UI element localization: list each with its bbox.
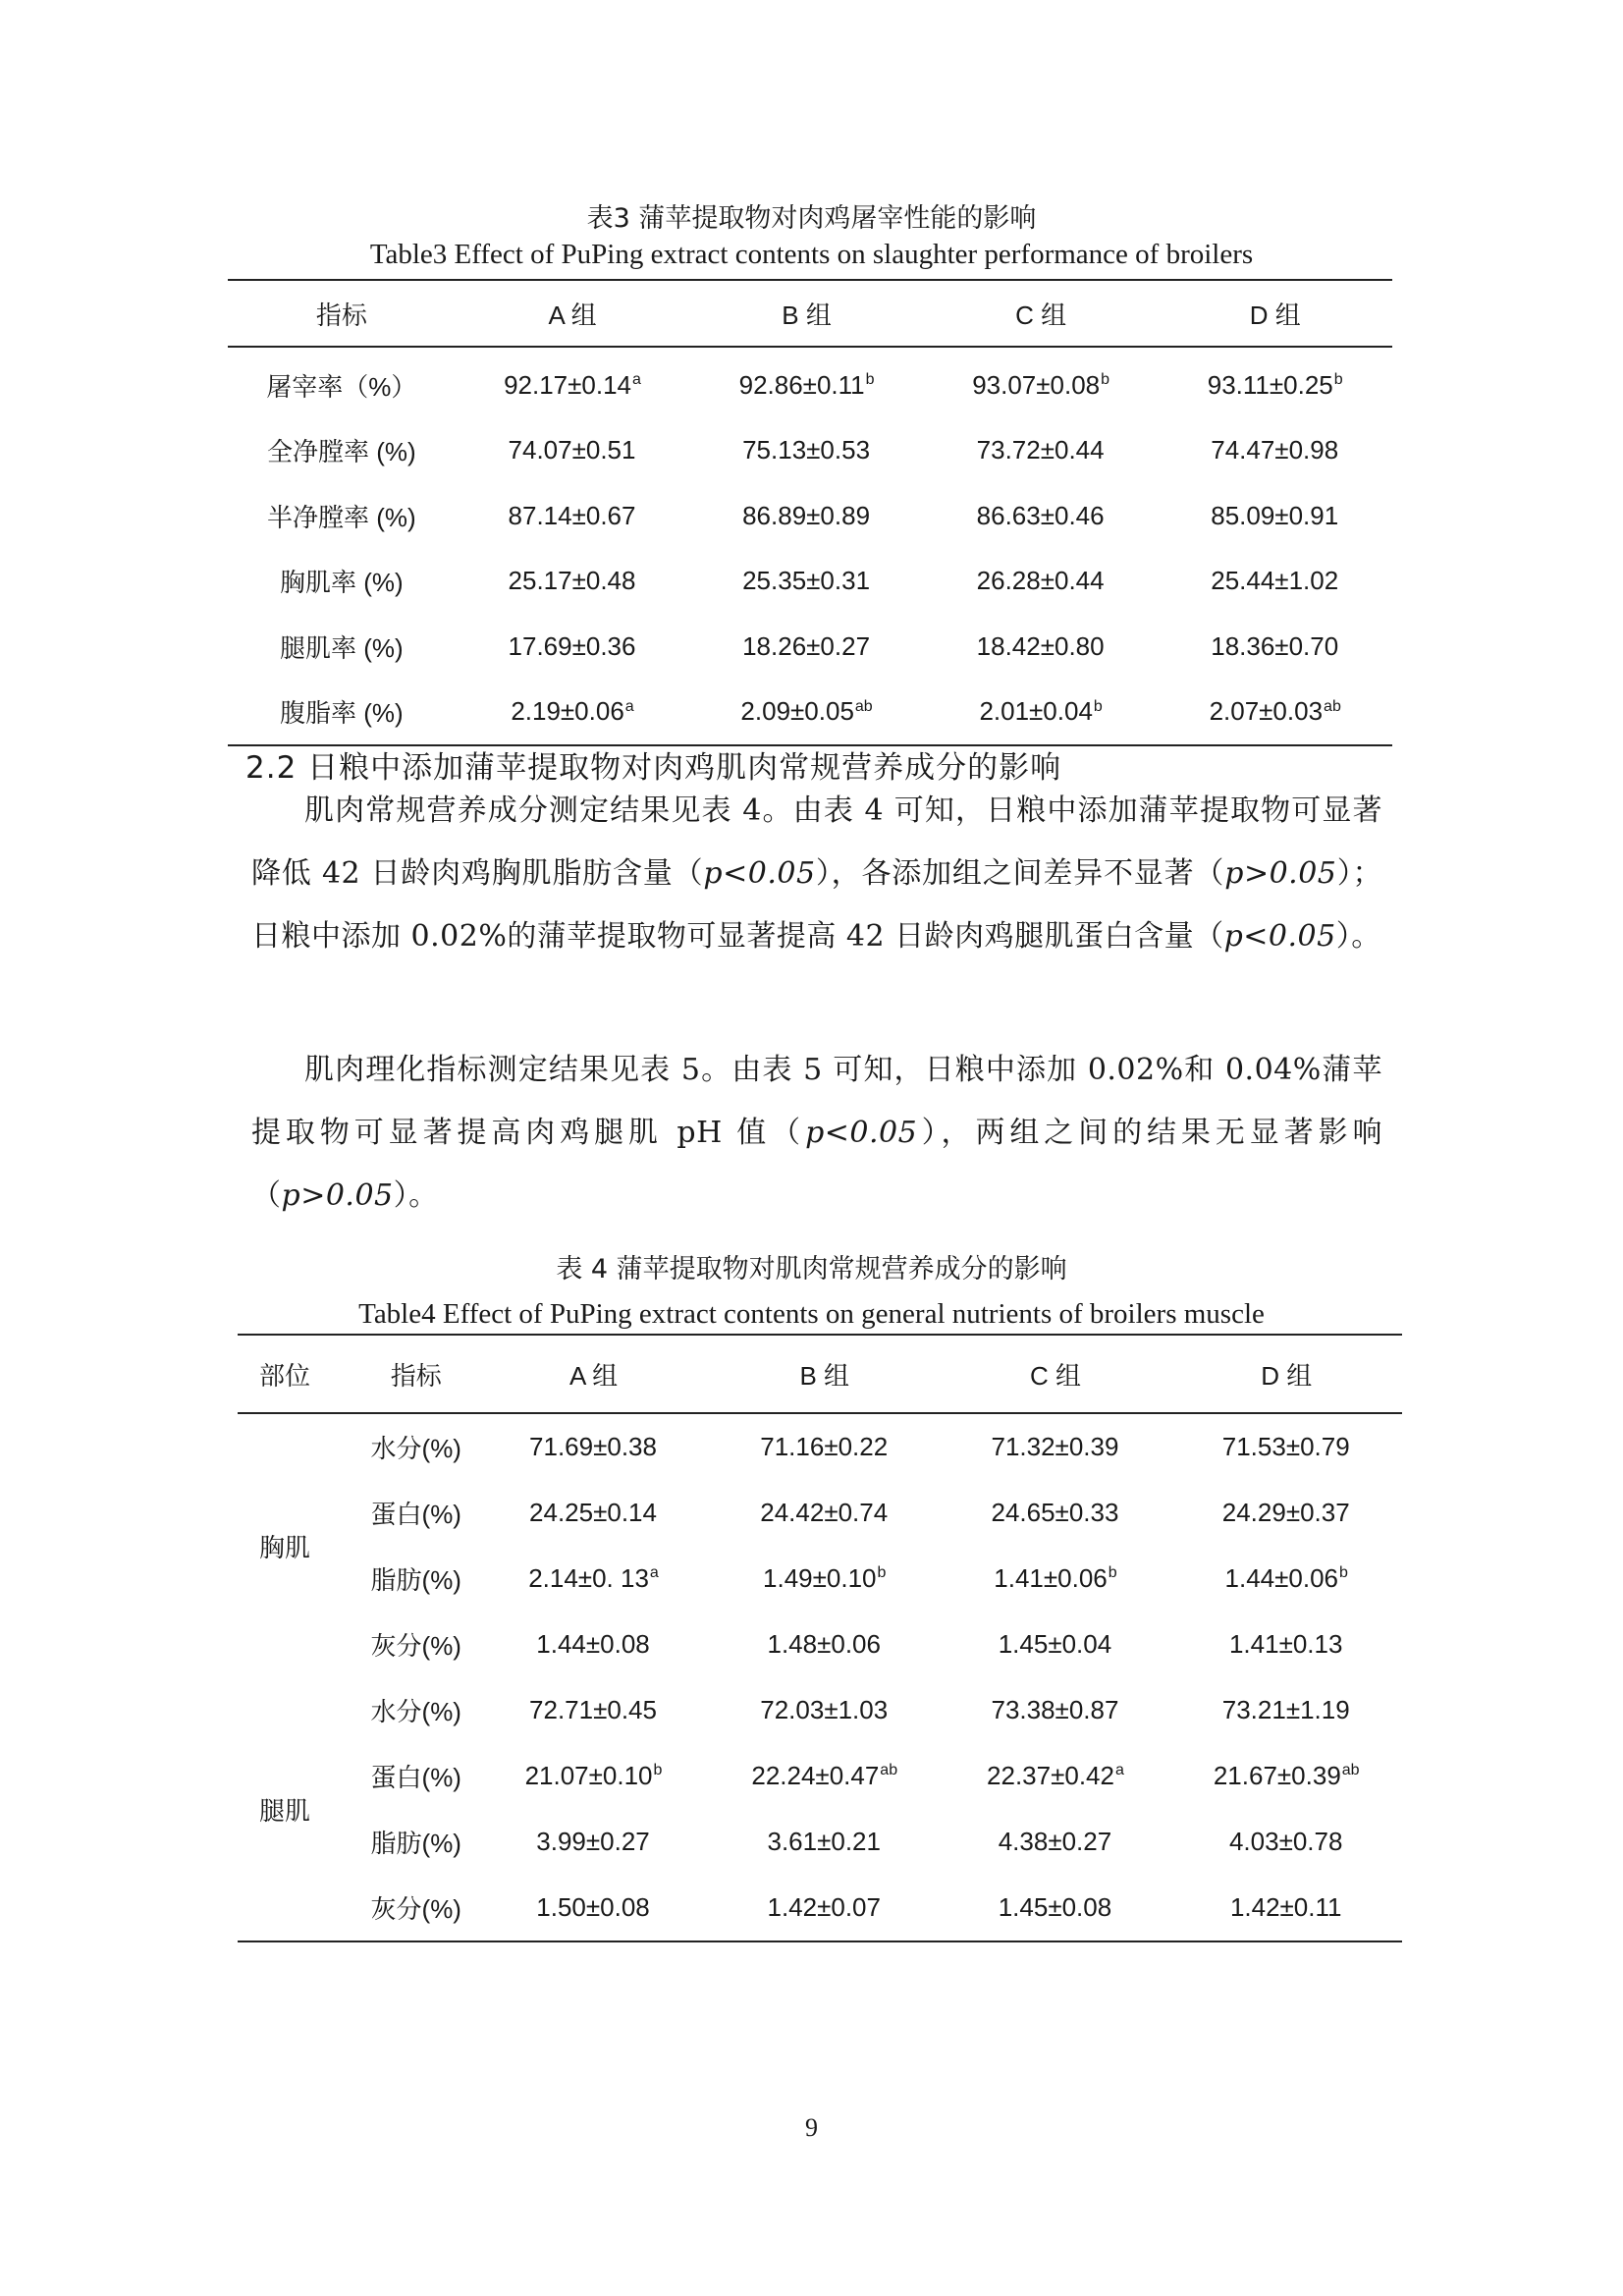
table-value-cell (1170, 1743, 1402, 1809)
table4-general-nutrients (238, 1334, 1402, 1942)
table3-header-cell: C 组 (924, 280, 1159, 347)
mean-sd-value: 71.32±0.39 (991, 1432, 1119, 1461)
page-number: 9 (805, 2113, 818, 2142)
table-value-cell (478, 1677, 709, 1743)
mean-sd-value: 93.11±0.25 (1207, 369, 1333, 400)
table-value-cell (478, 1413, 709, 1480)
mean-sd-value: 1.42±0.11 (1229, 1892, 1342, 1922)
row-label: 灰分(%) (370, 1894, 461, 1924)
mean-sd-value: 93.07±0.08 (972, 369, 1101, 400)
body-paragraph (251, 780, 1382, 968)
significance-superscript: b (1093, 697, 1103, 715)
mean-sd-value: 1.42±0.07 (767, 1892, 881, 1922)
table-value-cell (709, 1875, 941, 1941)
mean-sd-value: 1.45±0.08 (998, 1892, 1112, 1922)
paragraph-text: ）。 (1335, 919, 1381, 954)
mean-sd-value: 73.21±1.19 (1221, 1695, 1350, 1724)
mean-sd-value: 92.86±0.11 (738, 369, 865, 400)
table-value-cell (709, 1546, 941, 1612)
mean-sd-value: 1.44±0.08 (536, 1629, 650, 1659)
mean-sd-value: 4.03±0.78 (1228, 1827, 1343, 1856)
table-row (238, 1480, 1402, 1546)
paragraph-text: ），各添加组之间差异不显著（ (815, 856, 1225, 891)
table3-header-cell: B 组 (689, 280, 924, 347)
table-value-cell (1158, 614, 1392, 680)
body-part-label: 胸肌 (259, 1532, 311, 1562)
table-value-cell (924, 483, 1159, 549)
table3-header-row (228, 280, 1392, 347)
mean-sd-value: 25.35±0.31 (742, 566, 871, 596)
table-value-cell (924, 549, 1159, 615)
mean-sd-value: 72.71±0.45 (529, 1695, 657, 1724)
mean-sd-value: 86.89±0.89 (742, 500, 871, 530)
row-label: 腹脂率 (%) (280, 698, 404, 729)
row-label: 脂肪(%) (370, 1565, 461, 1595)
mean-sd-value: 24.65±0.33 (991, 1498, 1119, 1527)
table-value-cell (1158, 549, 1392, 615)
table-value-cell (1158, 680, 1392, 746)
p-value-italic: p>0.05 (281, 1178, 394, 1213)
paragraph-text: ），两组之间的结果无显著影响（ (251, 1116, 1382, 1213)
table-value-cell (456, 549, 690, 615)
table-value-cell (1170, 1413, 1402, 1480)
table4-header-row (238, 1335, 1402, 1413)
table-value-cell (1158, 347, 1392, 418)
mean-sd-value: 87.14±0.67 (508, 500, 636, 530)
table-value-cell (709, 1612, 941, 1677)
significance-superscript: a (632, 371, 641, 389)
mean-sd-value: 24.25±0.14 (529, 1498, 657, 1527)
row-label: 蛋白(%) (370, 1500, 461, 1529)
mean-sd-value: 2.01±0.04 (979, 696, 1093, 727)
table-row (238, 1809, 1402, 1875)
table-value-cell (456, 614, 690, 680)
table4-header-cell: C 组 (940, 1335, 1170, 1413)
table3-slaughter-performance (228, 279, 1392, 746)
p-value-italic: p<0.05 (805, 1116, 918, 1150)
table-value-cell (1170, 1480, 1402, 1546)
mean-sd-value: 2.07±0.03 (1209, 696, 1324, 727)
mean-sd-value: 74.47±0.98 (1211, 435, 1339, 465)
table-value-cell (1170, 1875, 1402, 1941)
table-value-cell (689, 549, 924, 615)
table4-header-cell: D 组 (1170, 1335, 1402, 1413)
table-row (238, 1612, 1402, 1677)
table-value-cell (456, 347, 690, 418)
table-value-cell (689, 680, 924, 746)
mean-sd-value: 26.28±0.44 (976, 566, 1105, 596)
mean-sd-value: 17.69±0.36 (508, 630, 636, 661)
table3-caption-cn: 表3 蒲苹提取物对肉鸡屠宰性能的影响 (586, 203, 1037, 234)
table-value-cell (709, 1480, 941, 1546)
mean-sd-value: 3.99±0.27 (536, 1827, 650, 1856)
table3-caption-en: Table3 Effect of PuPing extract contents on slaughter performance of broilers (369, 239, 1254, 270)
table3-header-cell: 指标 (228, 280, 456, 347)
table-value-cell (924, 347, 1159, 418)
table3-header-cell: D 组 (1158, 280, 1392, 347)
table-value-cell (689, 614, 924, 680)
table-row (238, 1875, 1402, 1941)
row-label: 全净膛率 (%) (267, 437, 416, 467)
body-paragraph (251, 1039, 1382, 1228)
significance-superscript: ab (1341, 1762, 1360, 1779)
table-value-cell (924, 614, 1159, 680)
mean-sd-value: 73.38±0.87 (991, 1695, 1119, 1724)
mean-sd-value: 22.37±0.42 (987, 1761, 1114, 1790)
significance-superscript: ab (880, 1762, 898, 1779)
mean-sd-value: 2.09±0.05 (740, 696, 854, 727)
table-value-cell (940, 1413, 1170, 1480)
section-heading: 2.2 日粮中添加蒲苹提取物对肉鸡肌肉常规营养成分的影响 (245, 750, 1062, 786)
table4-caption-cn: 表 4 蒲苹提取物对肌肉常规营养成分的影响 (556, 1254, 1067, 1285)
table-value-cell (1170, 1809, 1402, 1875)
table-value-cell (689, 418, 924, 484)
table-value-cell (1158, 418, 1392, 484)
significance-superscript: b (653, 1762, 663, 1779)
mean-sd-value: 1.50±0.08 (536, 1892, 650, 1922)
mean-sd-value: 18.42±0.80 (976, 630, 1105, 661)
table-value-cell (478, 1546, 709, 1612)
table-value-cell (709, 1413, 941, 1480)
table-row (228, 347, 1392, 418)
row-label: 脂肪(%) (370, 1829, 461, 1858)
table-value-cell (940, 1546, 1170, 1612)
table-row (238, 1677, 1402, 1743)
mean-sd-value: 92.17±0.14 (504, 369, 632, 400)
row-label: 半净膛率 (%) (267, 502, 416, 532)
table-row (238, 1743, 1402, 1809)
table-value-cell (478, 1612, 709, 1677)
table-row (228, 680, 1392, 746)
table-value-cell (940, 1875, 1170, 1941)
mean-sd-value: 75.13±0.53 (742, 435, 871, 465)
table4-header-cell: B 组 (709, 1335, 941, 1413)
table-value-cell (478, 1809, 709, 1875)
mean-sd-value: 22.24±0.47 (751, 1761, 880, 1790)
paragraph-text: ）。 (393, 1178, 439, 1213)
table-value-cell (456, 483, 690, 549)
mean-sd-value: 3.61±0.21 (767, 1827, 881, 1856)
mean-sd-value: 74.07±0.51 (508, 435, 636, 465)
mean-sd-value: 1.48±0.06 (767, 1629, 881, 1659)
p-value-italic: p>0.05 (1224, 856, 1337, 891)
significance-superscript: b (1108, 1564, 1117, 1582)
mean-sd-value: 21.67±0.39 (1213, 1761, 1341, 1790)
table3-header-cell: A 组 (456, 280, 690, 347)
row-label: 蛋白(%) (370, 1763, 461, 1792)
body-part-label: 腿肌 (259, 1795, 311, 1826)
mean-sd-value: 1.45±0.04 (998, 1629, 1112, 1659)
mean-sd-value: 25.17±0.48 (508, 566, 636, 596)
row-label: 灰分(%) (370, 1631, 461, 1661)
table-value-cell (1170, 1612, 1402, 1677)
table-value-cell (709, 1677, 941, 1743)
significance-superscript: ab (1324, 697, 1341, 715)
p-value-italic: p<0.05 (703, 856, 816, 891)
significance-superscript: b (877, 1564, 887, 1582)
table-row (228, 483, 1392, 549)
significance-superscript: a (624, 697, 634, 715)
significance-superscript: b (1333, 371, 1343, 389)
p-value-italic: p<0.05 (1223, 919, 1336, 954)
table4-caption-en: Table4 Effect of PuPing extract contents on general nutrients of broilers muscle (358, 1298, 1265, 1330)
mean-sd-value: 4.38±0.27 (998, 1827, 1112, 1856)
table4-header-cell: A 组 (478, 1335, 709, 1413)
mean-sd-value: 71.53±0.79 (1221, 1432, 1350, 1461)
row-label: 屠宰率（%） (266, 371, 417, 402)
mean-sd-value: 24.29±0.37 (1221, 1498, 1350, 1527)
table-row (238, 1413, 1402, 1480)
table-value-cell (1170, 1677, 1402, 1743)
table-value-cell (689, 347, 924, 418)
table-value-cell (456, 418, 690, 484)
table-row (228, 549, 1392, 615)
mean-sd-value: 72.03±1.03 (760, 1695, 889, 1724)
mean-sd-value: 18.26±0.27 (742, 630, 871, 661)
table-value-cell (940, 1677, 1170, 1743)
significance-superscript: b (1339, 1564, 1348, 1582)
mean-sd-value: 1.41±0.13 (1228, 1629, 1343, 1659)
paragraph-text: 肌肉理化指标测定结果见表 5。由表 5 可知，日粮中添加 0.02%和 0.04%蒲苹提取物可显著提高肉鸡腿肌 pH 值（ (251, 1053, 1382, 1150)
table-value-cell (478, 1480, 709, 1546)
paragraph-text: ）；日粮中添加 0.02%的蒲苹提取物可显著提高 42 日龄肉鸡腿肌蛋白含量（ (251, 856, 1383, 954)
mean-sd-value: 24.42±0.74 (760, 1498, 889, 1527)
row-label: 胸肌率 (%) (280, 568, 404, 598)
mean-sd-value: 18.36±0.70 (1211, 630, 1339, 661)
table4-header-cell: 指标 (353, 1335, 478, 1413)
row-label: 水分(%) (370, 1697, 461, 1726)
table-value-cell (940, 1743, 1170, 1809)
significance-superscript: b (865, 371, 875, 389)
table-value-cell (1158, 483, 1392, 549)
table-value-cell (456, 680, 690, 746)
significance-superscript: ab (854, 697, 873, 715)
table3-body (228, 347, 1392, 745)
table-value-cell (709, 1743, 941, 1809)
paragraph-text: 肌肉常规营养成分测定结果见表 4。由表 4 可知，日粮中添加蒲苹提取物可显著降低 42 日龄肉鸡胸肌脂肪含量（ (251, 793, 1382, 891)
table-value-cell (478, 1875, 709, 1941)
table-value-cell (924, 680, 1159, 746)
mean-sd-value: 1.49±0.10 (763, 1563, 877, 1593)
row-label: 水分(%) (370, 1434, 461, 1463)
mean-sd-value: 25.44±1.02 (1211, 566, 1339, 596)
mean-sd-value: 85.09±0.91 (1211, 500, 1339, 530)
row-label: 腿肌率 (%) (280, 632, 404, 663)
mean-sd-value: 2.14±0. 13 (528, 1563, 649, 1593)
significance-superscript: a (1114, 1762, 1124, 1779)
mean-sd-value: 86.63±0.46 (976, 500, 1105, 530)
mean-sd-value: 73.72±0.44 (976, 435, 1105, 465)
table-value-cell (940, 1480, 1170, 1546)
table-value-cell (940, 1809, 1170, 1875)
table-value-cell (940, 1612, 1170, 1677)
significance-superscript: b (1101, 371, 1110, 389)
table-row (228, 614, 1392, 680)
table4-body (238, 1413, 1402, 1941)
table-value-cell (924, 418, 1159, 484)
table-row (238, 1546, 1402, 1612)
table-value-cell (709, 1809, 941, 1875)
table-row (228, 418, 1392, 484)
table-value-cell (689, 483, 924, 549)
table-value-cell (478, 1743, 709, 1809)
mean-sd-value: 1.44±0.06 (1224, 1563, 1338, 1593)
significance-superscript: a (649, 1564, 659, 1582)
mean-sd-value: 2.19±0.06 (511, 696, 624, 727)
mean-sd-value: 71.69±0.38 (529, 1432, 657, 1461)
table-value-cell (1170, 1546, 1402, 1612)
mean-sd-value: 71.16±0.22 (760, 1432, 889, 1461)
mean-sd-value: 21.07±0.10 (524, 1761, 653, 1790)
table4-header-cell: 部位 (238, 1335, 353, 1413)
mean-sd-value: 1.41±0.06 (994, 1563, 1108, 1593)
